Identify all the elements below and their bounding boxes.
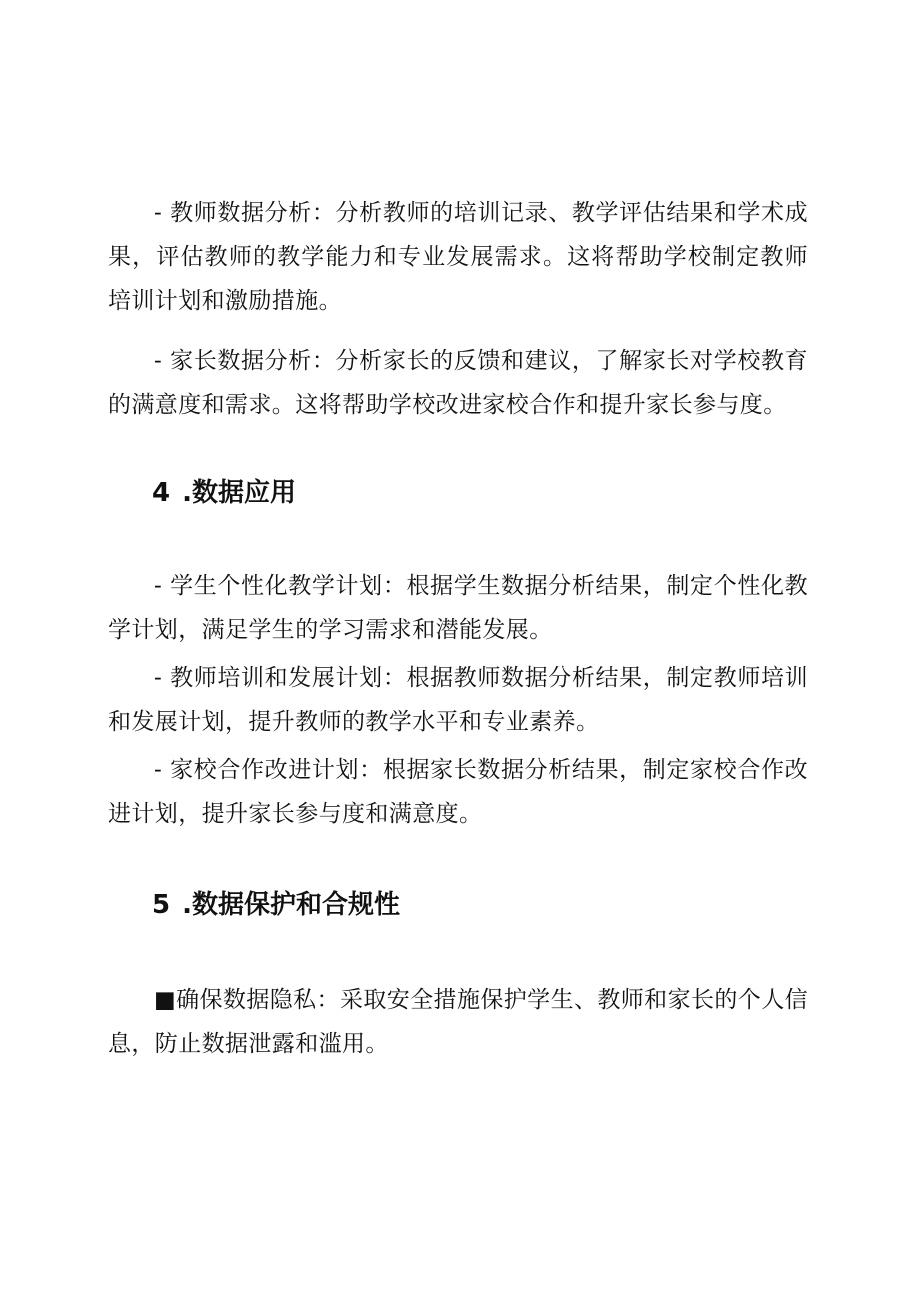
section-4-heading [152, 476, 296, 510]
paragraph-student-personalized-plan: - 学生个性化教学计划：根据学生数据分析结果，制定个性化教学计划，满足学生的学习需求和潜能发展。 [108, 573, 808, 643]
section-4-title: .数据应用 [182, 478, 296, 508]
paragraph-data-privacy: ■确保数据隐私：采取安全措施保护学生、教师和家长的个人信息，防止数据泄露和滥用。 [108, 987, 808, 1057]
section-5-number: 5 [152, 890, 171, 920]
paragraph-teacher-training-plan: - 教师培训和发展计划：根据教师数据分析结果，制定教师培训和发展计划，提升教师的教学水平和专业素养。 [108, 665, 808, 735]
paragraph-teacher-data-analysis: - 教师数据分析：分析教师的培训记录、教学评估结果和学术成果，评估教师的教学能力和专业发展需求。这将帮助学校制定教师培训计划和激励措施。 [108, 200, 808, 314]
paragraph-parent-data-analysis: - 家长数据分析：分析家长的反馈和建议，了解家长对学校教育的满意度和需求。这将帮助学校改进家校合作和提升家长参与度。 [108, 348, 808, 418]
section-4-number: 4 [152, 478, 171, 508]
section-5-title: .数据保护和合规性 [182, 890, 400, 920]
paragraph-home-school-cooperation-plan: - 家校合作改进计划：根据家长数据分析结果，制定家校合作改进计划，提升家长参与度和满意度。 [108, 757, 808, 827]
section-5-heading [152, 888, 400, 922]
